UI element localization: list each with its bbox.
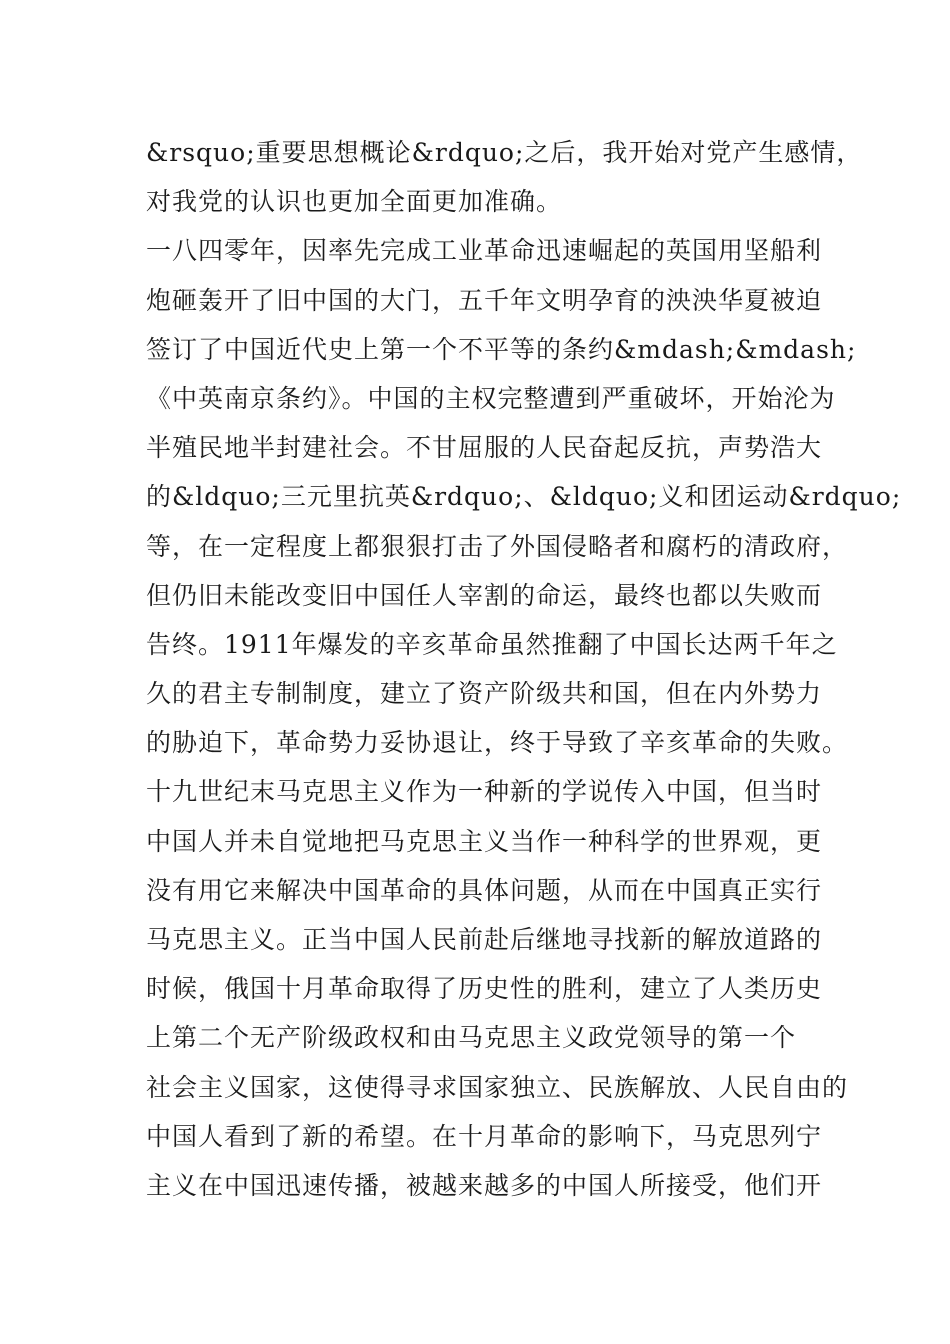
text-line: 中国人并未自觉地把马克思主义当作一种科学的世界观，更 (146, 826, 823, 856)
text-line: 上第二个无产阶级政权和由马克思主义政党领导的第一个 (146, 1023, 797, 1053)
text-line: 签订了中国近代史上第一个不平等的条约&mdash;&mdash; (146, 334, 857, 364)
text-line: 等，在一定程度上都狠狠打击了外国侵略者和腐朽的清政府， (146, 531, 849, 561)
text-line: 一八四零年，因率先完成工业革命迅速崛起的英国用坚船利 (146, 236, 823, 266)
text-line: 半殖民地半封建社会。不甘屈服的人民奋起反抗，声势浩大 (146, 433, 823, 463)
text-line: 时候，俄国十月革命取得了历史性的胜利，建立了人类历史 (146, 974, 823, 1004)
text-line: 炮砸轰开了旧中国的大门，五千年文明孕育的泱泱华夏被迫 (146, 285, 823, 315)
text-line: 《中英南京条约》。中国的主权完整遭到严重破坏，开始沦为 (146, 383, 836, 413)
text-line: 告终。1911年爆发的辛亥革命虽然推翻了中国长达两千年之 (146, 629, 838, 659)
text-line: 主义在中国迅速传播，被越来越多的中国人所接受，他们开 (146, 1170, 823, 1200)
text-line: 的&ldquo;三元里抗英&rdquo;、&ldquo;义和团运动&rdquo; (146, 482, 902, 512)
text-line: 中国人看到了新的希望。在十月革命的影响下，马克思列宁 (146, 1121, 823, 1151)
text-line: 没有用它来解决中国革命的具体问题，从而在中国真正实行 (146, 875, 823, 905)
text-line: 久的君主专制制度，建立了资产阶级共和国，但在内外势力 (146, 679, 823, 709)
text-line: 对我党的认识也更加全面更加准确。 (146, 187, 563, 217)
text-line: &rsquo;重要思想概论&rdquo;之后，我开始对党产生感情， (146, 138, 863, 167)
text-line: 的胁迫下，革命势力妥协退让，终于导致了辛亥革命的失败。 (146, 728, 849, 758)
text-line: 马克思主义。正当中国人民前赴后继地寻找新的解放道路的 (146, 925, 823, 954)
text-line: 社会主义国家，这使得寻求国家独立、民族解放、人民自由的 (146, 1072, 849, 1102)
text-line: 十九世纪末马克思主义作为一种新的学说传入中国，但当时 (146, 777, 823, 807)
text-line: 但仍旧未能改变旧中国任人宰割的命运，最终也都以失败而 (146, 580, 823, 610)
body-text (146, 128, 902, 1210)
